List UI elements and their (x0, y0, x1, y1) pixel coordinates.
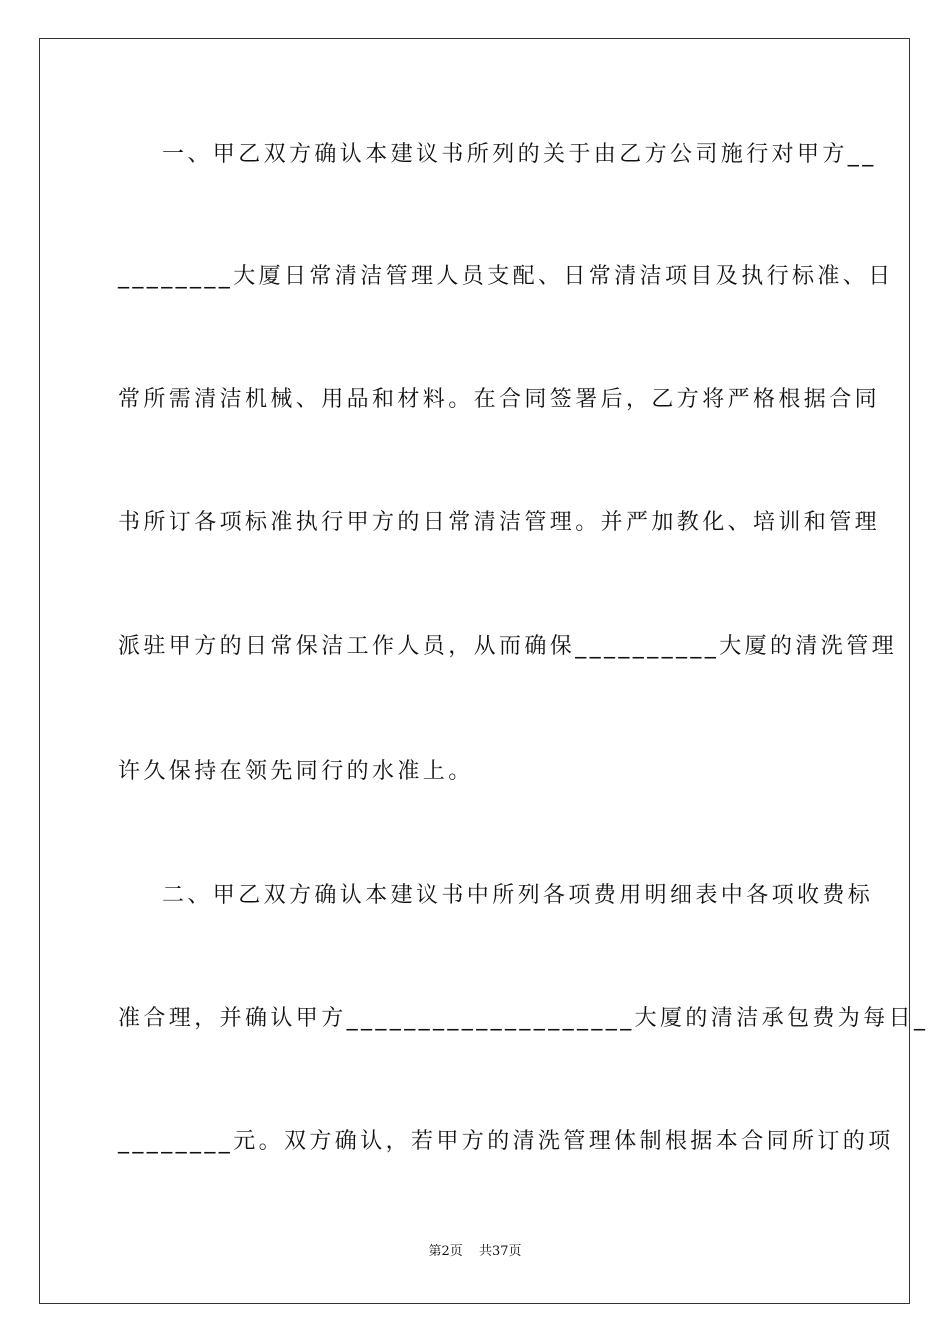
paragraph-1-line-5: 派驻甲方的日常保洁工作人员，从而确保__________大厦的清洗管理 (118, 634, 898, 659)
paragraph-1-line-4: 书所订各项标准执行甲方的日常清洁管理。并严加教化、培训和管理 (118, 510, 881, 535)
page-number: 第2页 (428, 1244, 463, 1259)
page-footer (0, 1240, 950, 1259)
paragraph-2-line-2: 准合理，并确认甲方____________________大厦的清洁承包费为每日_ (118, 1006, 929, 1031)
paragraph-2-line-1: 二、甲乙双方确认本建议书中所列各项费用明细表中各项收费标 (162, 883, 874, 908)
page-border (39, 38, 929, 1304)
paragraph-1-line-6: 许久保持在领先同行的水准上。 (118, 759, 474, 784)
paragraph-2-line-3: ________元。双方确认，若甲方的清洗管理体制根据本合同所订的项 (118, 1129, 894, 1154)
page-total: 共37页 (478, 1244, 522, 1259)
paragraph-1-line-2: ________大厦日常清洁管理人员支配、日常清洁项目及执行标准、日 (118, 264, 894, 289)
paragraph-1-line-1: 一、甲乙双方确认本建议书所列的关于由乙方公司施行对甲方__ (162, 142, 877, 167)
paragraph-1-line-3: 常所需清洁机械、用品和材料。在合同签署后，乙方将严格根据合同 (118, 387, 881, 412)
